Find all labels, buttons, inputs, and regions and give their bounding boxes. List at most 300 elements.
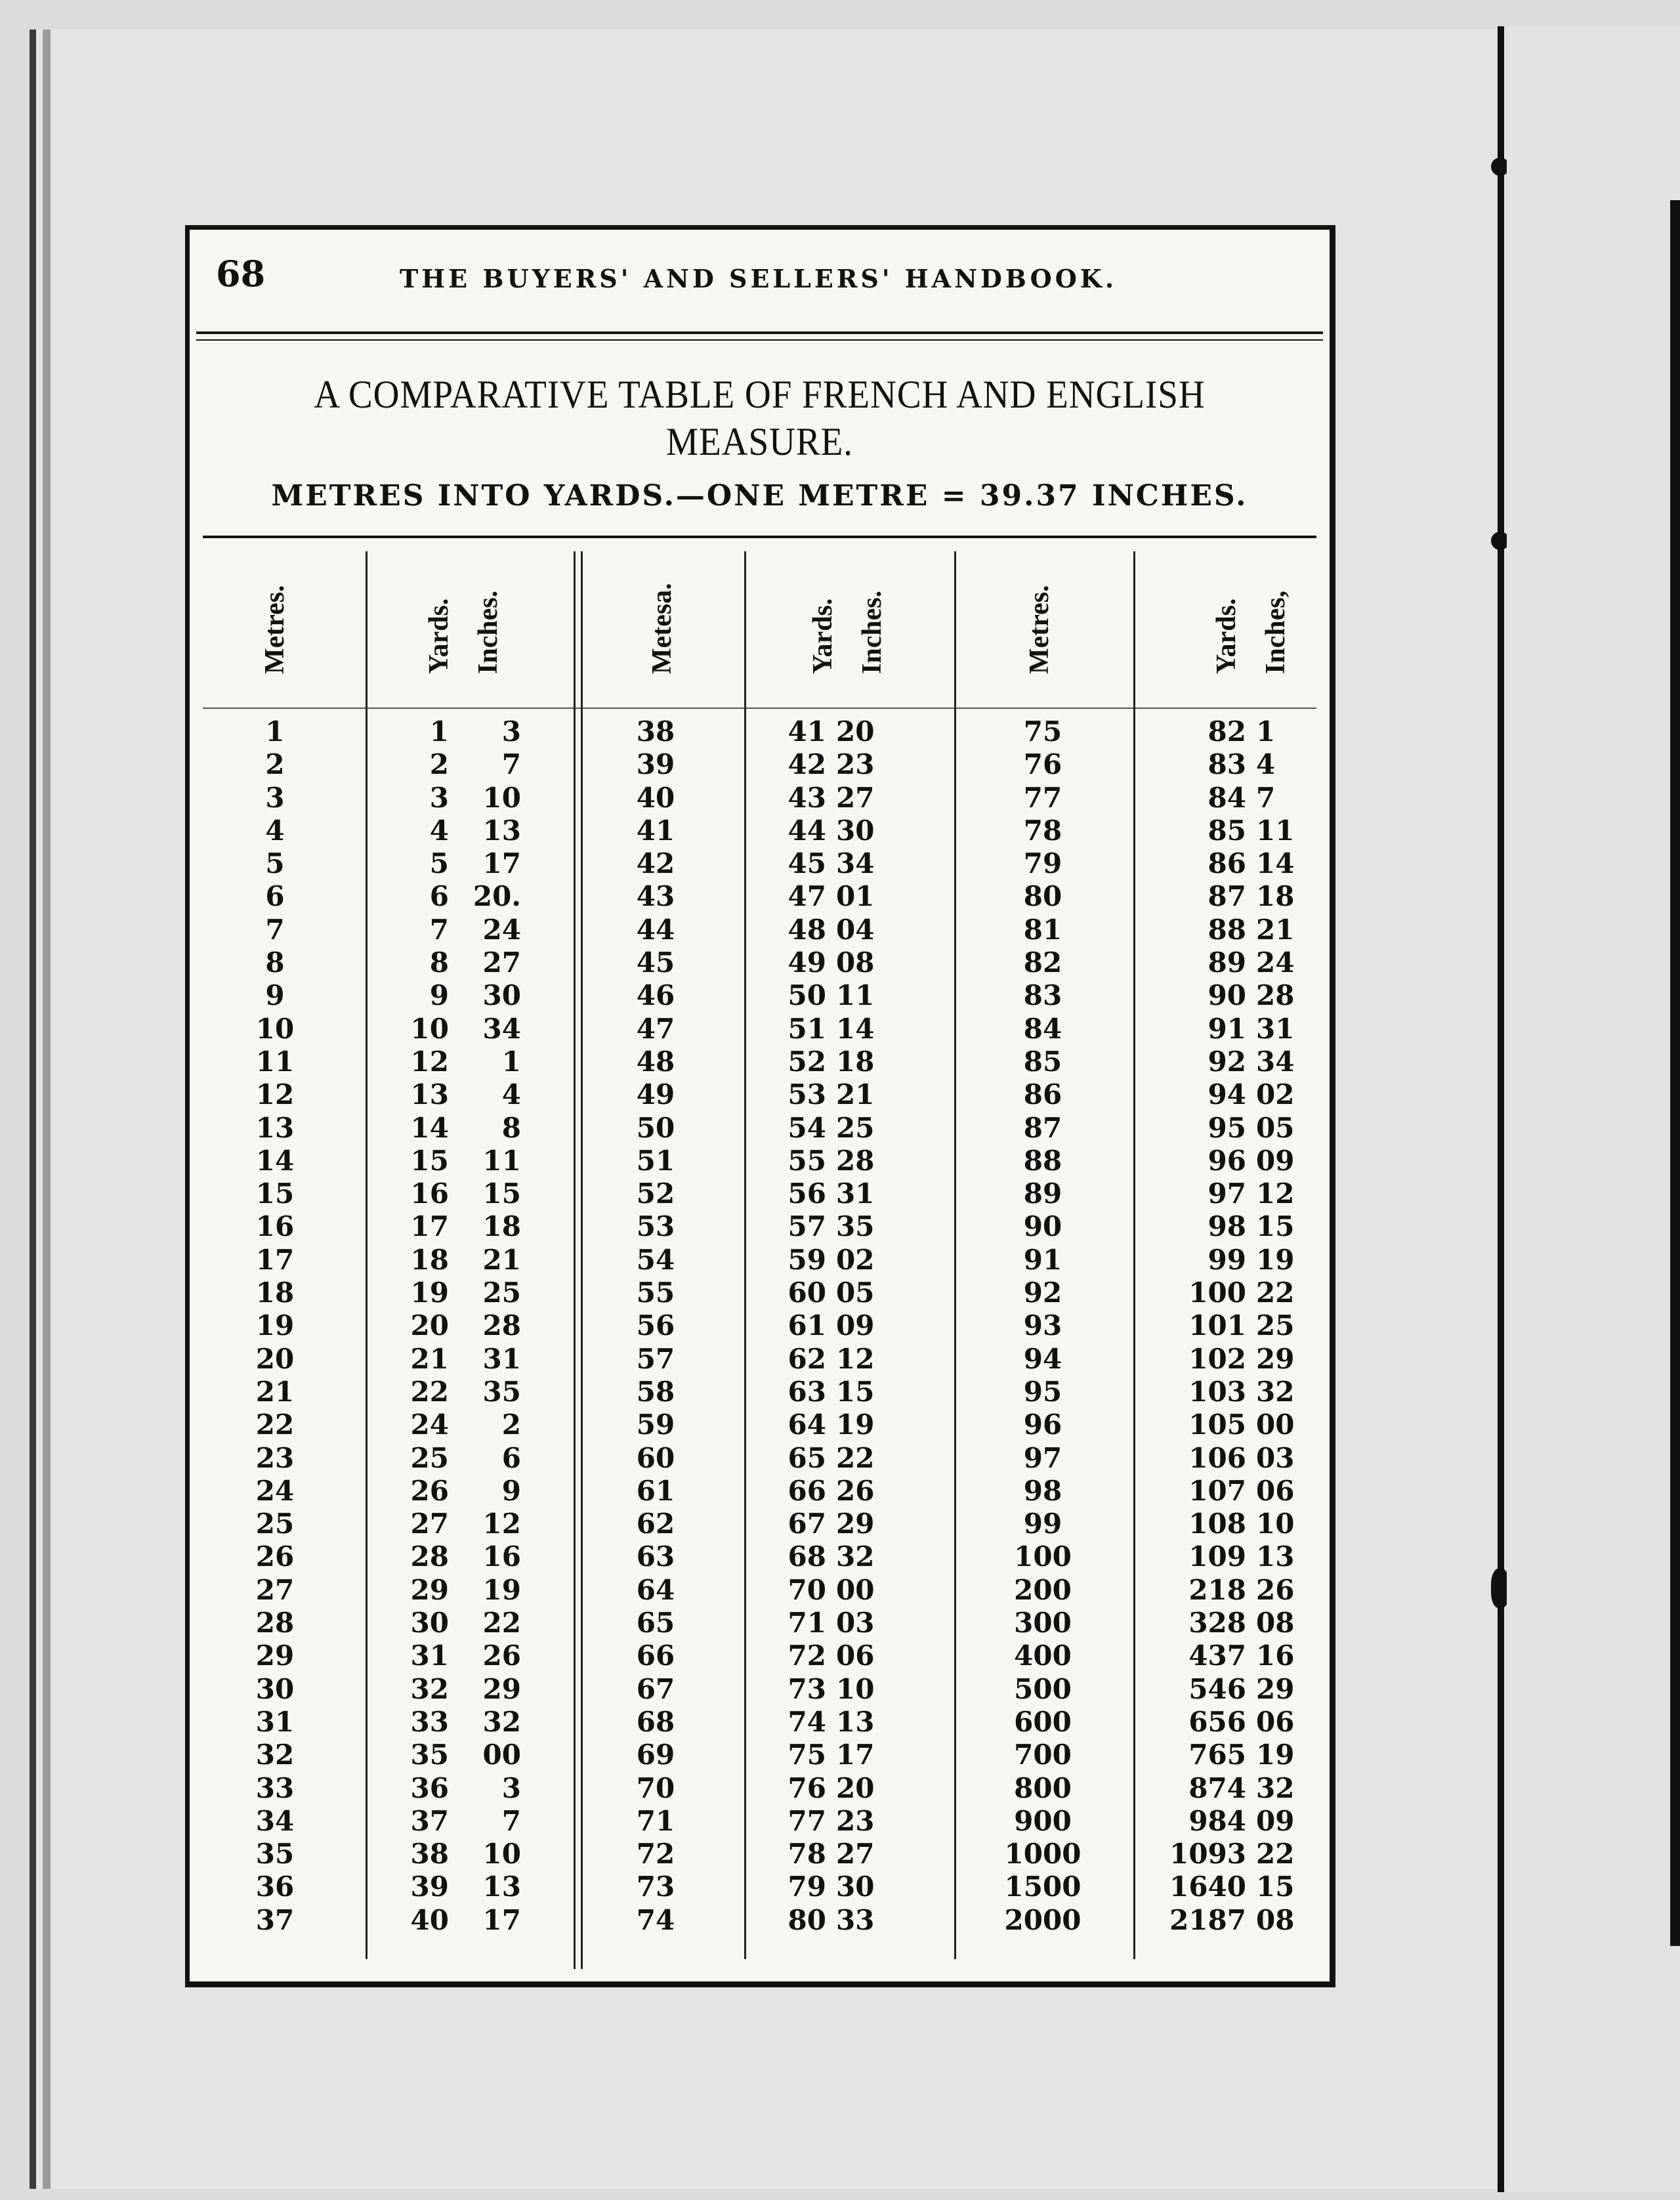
table-cell-yards: 37 xyxy=(410,1804,449,1837)
table-cell-inches: 12 xyxy=(482,1508,521,1540)
table-cell-inches: 19 xyxy=(836,1408,875,1441)
table-cell-inches: 16 xyxy=(482,1540,521,1573)
table-cell-inches: 04 xyxy=(836,913,875,946)
table-cell-yards: 89 xyxy=(1208,946,1246,979)
table-cell-inches: 06 xyxy=(836,1639,875,1672)
table-cell-yards: 35 xyxy=(410,1739,449,1771)
table-cell-metres: 200 xyxy=(1014,1573,1072,1606)
table-cell-metres: 58 xyxy=(636,1375,675,1408)
table-cell-metres: 400 xyxy=(1014,1639,1072,1672)
table-cell-inches: 29 xyxy=(482,1672,521,1705)
table-cell-metres: 86 xyxy=(1023,1078,1062,1111)
table-cell-yards: 99 xyxy=(1208,1243,1246,1276)
table-cell-yards: 33 xyxy=(410,1705,449,1738)
table-cell-metres: 41 xyxy=(636,814,675,847)
table-cell-inches: 27 xyxy=(836,1838,875,1871)
table-cell-metres: 89 xyxy=(1023,1177,1062,1210)
table-cell-yards: 15 xyxy=(410,1144,449,1177)
table-cell-inches: 32 xyxy=(1256,1771,1295,1804)
table-cell-metres: 500 xyxy=(1014,1672,1072,1705)
table-cell-inches: 02 xyxy=(1256,1078,1295,1111)
table-title xyxy=(235,371,1284,465)
table-cell-metres: 57 xyxy=(636,1342,675,1375)
table-cell-inches: 31 xyxy=(836,1177,875,1210)
printed-page xyxy=(185,225,1335,1987)
table-cell-yards: 3 xyxy=(429,781,449,814)
table-cell-yards: 1 xyxy=(429,715,449,748)
table-cell-inches: 30 xyxy=(836,1871,875,1903)
table-cell-yards: 28 xyxy=(410,1540,449,1573)
table-cell-inches: 13 xyxy=(836,1705,875,1738)
table-cell-metres: 36 xyxy=(255,1871,295,1903)
table-cell-yards: 103 xyxy=(1188,1375,1246,1408)
table-cell-metres: 4 xyxy=(265,814,285,847)
table-cell-inches: 11 xyxy=(482,1144,521,1177)
table-cell-metres: 33 xyxy=(255,1771,295,1804)
table-cell-metres: 67 xyxy=(636,1672,675,1705)
table-cell-metres: 2000 xyxy=(1004,1903,1082,1936)
table-cell-metres: 46 xyxy=(636,979,675,1012)
table-cell-yards: 71 xyxy=(788,1607,826,1639)
table-cell-inches: 02 xyxy=(836,1243,875,1276)
table-cell-inches: 23 xyxy=(836,1804,875,1837)
table-cell-metres: 70 xyxy=(636,1771,675,1804)
table-cell-yards: 73 xyxy=(788,1672,826,1705)
table-cell-inches: 13 xyxy=(482,1871,521,1903)
column-divider xyxy=(366,551,368,1959)
col-metres-1 xyxy=(229,715,321,1937)
header-rule xyxy=(196,331,1323,341)
table-cell-metres: 55 xyxy=(636,1277,675,1309)
table-cell-yards: 765 xyxy=(1188,1739,1246,1771)
table-cell-metres: 43 xyxy=(636,880,675,913)
table-cell-metres: 44 xyxy=(636,913,675,946)
table-cell-metres: 1500 xyxy=(1004,1871,1082,1903)
table-cell-yards: 22 xyxy=(410,1375,449,1408)
table-cell-metres: 88 xyxy=(1023,1144,1062,1177)
table-cell-yards: 16 xyxy=(410,1177,449,1210)
table-cell-yards: 2 xyxy=(429,748,449,781)
table-cell-yards: 56 xyxy=(788,1177,826,1210)
table-cell-yards: 91 xyxy=(1208,1012,1246,1045)
table-cell-yards: 14 xyxy=(410,1111,449,1144)
table-cell-metres: 60 xyxy=(636,1441,675,1474)
right-book-page xyxy=(1507,26,1680,2192)
table-cell-inches: 7 xyxy=(501,1804,521,1837)
table-cell-metres: 77 xyxy=(1023,781,1062,814)
table-cell-metres: 14 xyxy=(255,1144,295,1177)
table-cell-inches: 17 xyxy=(836,1739,875,1771)
table-cell-yards: 86 xyxy=(1208,847,1246,880)
table-cell-inches: 1 xyxy=(501,1045,521,1078)
table-cell-inches: 19 xyxy=(482,1573,521,1606)
table-cell-metres: 85 xyxy=(1023,1045,1062,1078)
table-cell-yards: 21 xyxy=(410,1342,449,1375)
table-cell-inches: 29 xyxy=(1256,1672,1295,1705)
table-cell-inches: 27 xyxy=(482,946,521,979)
table-cell-yards: 2187 xyxy=(1169,1903,1246,1936)
table-cell-metres: 91 xyxy=(1023,1243,1062,1276)
table-cell-inches: 22 xyxy=(1256,1838,1295,1871)
table-cell-inches: 34 xyxy=(1256,1045,1295,1078)
table-cell-inches: 35 xyxy=(836,1210,875,1243)
table-cell-metres: 10 xyxy=(255,1012,295,1045)
table-cell-inches: 30 xyxy=(482,979,521,1012)
table-cell-metres: 65 xyxy=(636,1607,675,1639)
table-cell-yards: 7 xyxy=(429,913,449,946)
table-cell-inches: 13 xyxy=(1256,1540,1295,1573)
table-cell-yards: 656 xyxy=(1188,1705,1246,1738)
table-cell-yards: 5 xyxy=(429,847,449,880)
table-cell-yards: 41 xyxy=(788,715,826,748)
table-cell-yards: 25 xyxy=(410,1441,449,1474)
table-cell-metres: 17 xyxy=(255,1243,295,1276)
table-cell-yards: 61 xyxy=(788,1309,826,1342)
table-cell-yards: 83 xyxy=(1208,748,1246,781)
table-cell-metres: 13 xyxy=(255,1111,295,1144)
table-cell-inches: 19 xyxy=(1256,1739,1295,1771)
table-cell-yards: 57 xyxy=(788,1210,826,1243)
table-cell-metres: 51 xyxy=(636,1144,675,1177)
table-cell-metres: 27 xyxy=(255,1573,295,1606)
table-cell-yards: 52 xyxy=(788,1045,826,1078)
table-cell-inches: 4 xyxy=(1256,748,1276,781)
table-cell-metres: 35 xyxy=(255,1838,295,1871)
table-cell-inches: 32 xyxy=(836,1540,875,1573)
table-cell-metres: 90 xyxy=(1023,1210,1062,1243)
table-cell-metres: 18 xyxy=(255,1277,295,1309)
table-cell-metres: 40 xyxy=(636,781,675,814)
table-cell-yards: 29 xyxy=(410,1573,449,1606)
table-cell-yards: 94 xyxy=(1208,1078,1246,1111)
table-cell-inches: 31 xyxy=(482,1342,521,1375)
table-cell-metres: 3 xyxy=(265,781,285,814)
table-cell-inches: 25 xyxy=(836,1111,875,1144)
table-cell-metres: 50 xyxy=(636,1111,675,1144)
table-cell-inches: 11 xyxy=(1256,814,1295,847)
table-cell-inches: 33 xyxy=(836,1903,875,1936)
table-cell-yards: 20 xyxy=(410,1309,449,1342)
header-inches-3: Inches, xyxy=(1261,590,1291,674)
table-cell-yards: 984 xyxy=(1188,1804,1246,1837)
table-cell-inches: 2 xyxy=(501,1408,521,1441)
table-cell-inches: 3 xyxy=(501,1771,521,1804)
table-cell-yards: 49 xyxy=(788,946,826,979)
table-cell-inches: 19 xyxy=(1256,1243,1295,1276)
table-cell-metres: 11 xyxy=(255,1045,295,1078)
table-cell-inches: 29 xyxy=(836,1508,875,1540)
table-cell-inches: 26 xyxy=(836,1474,875,1507)
table-cell-metres: 6 xyxy=(265,880,285,913)
group-divider xyxy=(954,551,956,1959)
col-yards-2 xyxy=(764,715,826,1937)
table-cell-metres: 2 xyxy=(265,748,285,781)
table-cell-inches: 10 xyxy=(482,781,521,814)
table-cell-metres: 94 xyxy=(1023,1342,1062,1375)
table-cell-inches: 20 xyxy=(836,715,875,748)
table-cell-metres: 34 xyxy=(255,1804,295,1837)
table-cell-metres: 72 xyxy=(636,1838,675,1871)
table-top-rule xyxy=(203,536,1316,538)
col-yards-3 xyxy=(1167,715,1246,1937)
table-cell-inches: 18 xyxy=(1256,880,1295,913)
table-cell-inches: 29 xyxy=(1256,1342,1295,1375)
table-cell-yards: 100 xyxy=(1188,1277,1246,1309)
page-number: 68 xyxy=(216,253,266,295)
table-cell-yards: 17 xyxy=(410,1210,449,1243)
table-cell-metres: 25 xyxy=(255,1508,295,1540)
table-title-line1: A COMPARATIVE TABLE OF FRENCH AND ENGLISH xyxy=(314,373,1206,416)
table-cell-yards: 82 xyxy=(1208,715,1246,748)
table-cell-yards: 51 xyxy=(788,1012,826,1045)
table-cell-yards: 8 xyxy=(429,946,449,979)
table-cell-metres: 300 xyxy=(1014,1607,1072,1639)
running-title: THE BUYERS' AND SELLERS' HANDBOOK. xyxy=(400,264,1118,293)
table-cell-inches: 09 xyxy=(836,1309,875,1342)
table-cell-inches: 22 xyxy=(836,1441,875,1474)
table-cell-metres: 37 xyxy=(255,1903,295,1936)
table-cell-inches: 25 xyxy=(1256,1309,1295,1342)
table-cell-metres: 32 xyxy=(255,1739,295,1771)
table-cell-metres: 26 xyxy=(255,1540,295,1573)
table-cell-yards: 75 xyxy=(788,1739,826,1771)
table-cell-yards: 92 xyxy=(1208,1045,1246,1078)
table-cell-metres: 95 xyxy=(1023,1375,1062,1408)
table-cell-inches: 20 xyxy=(836,1771,875,1804)
table-cell-inches: 00 xyxy=(482,1739,521,1771)
table-cell-inches: 14 xyxy=(836,1012,875,1045)
table-cell-inches: 00 xyxy=(836,1573,875,1606)
table-cell-yards: 6 xyxy=(429,880,449,913)
table-title-line2: MEASURE. xyxy=(666,420,853,463)
table-cell-metres: 52 xyxy=(636,1177,675,1210)
header-inches-1: Inches. xyxy=(473,590,503,674)
table-cell-metres: 92 xyxy=(1023,1277,1062,1309)
table-cell-metres: 12 xyxy=(255,1078,295,1111)
table-cell-inches: 22 xyxy=(1256,1277,1295,1309)
table-cell-metres: 71 xyxy=(636,1804,675,1837)
table-cell-inches: 24 xyxy=(482,913,521,946)
table-subtitle: METRES INTO YARDS.—ONE METRE = 39.37 INCHES. xyxy=(271,479,1248,513)
table-cell-metres: 19 xyxy=(255,1309,295,1342)
table-cell-metres: 56 xyxy=(636,1309,675,1342)
table-cell-inches: 28 xyxy=(836,1144,875,1177)
table-cell-yards: 218 xyxy=(1188,1573,1246,1606)
table-cell-inches: 3 xyxy=(501,715,521,748)
table-cell-inches: 17 xyxy=(482,847,521,880)
col-inches-2 xyxy=(836,715,908,1937)
table-cell-metres: 75 xyxy=(1023,715,1062,748)
table-cell-yards: 87 xyxy=(1208,880,1246,913)
right-page-edge xyxy=(1670,200,1680,1946)
col-inches-3 xyxy=(1256,715,1315,1937)
table-cell-yards: 76 xyxy=(788,1771,826,1804)
column-divider xyxy=(1133,551,1135,1959)
table-cell-yards: 18 xyxy=(410,1243,449,1276)
table-cell-yards: 77 xyxy=(788,1804,826,1837)
table-cell-metres: 31 xyxy=(255,1705,295,1738)
table-cell-yards: 1640 xyxy=(1169,1871,1246,1903)
table-cell-metres: 63 xyxy=(636,1540,675,1573)
header-yards-3: Yards. xyxy=(1211,598,1242,674)
table-cell-yards: 70 xyxy=(788,1573,826,1606)
table-cell-metres: 100 xyxy=(1014,1540,1072,1573)
table-cell-inches: 7 xyxy=(501,748,521,781)
table-cell-yards: 36 xyxy=(410,1771,449,1804)
table-cell-inches: 09 xyxy=(1256,1144,1295,1177)
table-cell-inches: 21 xyxy=(836,1078,875,1111)
header-yards-2: Yards. xyxy=(808,598,838,674)
table-cell-metres: 79 xyxy=(1023,847,1062,880)
table-cell-yards: 67 xyxy=(788,1508,826,1540)
table-cell-yards: 66 xyxy=(788,1474,826,1507)
table-cell-yards: 43 xyxy=(788,781,826,814)
table-cell-yards: 64 xyxy=(788,1408,826,1441)
table-cell-inches: 12 xyxy=(1256,1177,1295,1210)
table-cell-metres: 61 xyxy=(636,1474,675,1507)
table-cell-inches: 25 xyxy=(482,1277,521,1309)
table-cell-inches: 27 xyxy=(836,781,875,814)
group-divider xyxy=(574,551,583,1969)
table-cell-yards: 31 xyxy=(410,1639,449,1672)
table-cell-inches: 26 xyxy=(482,1639,521,1672)
table-cell-metres: 16 xyxy=(255,1210,295,1243)
table-cell-metres: 20 xyxy=(255,1342,295,1375)
table-cell-yards: 97 xyxy=(1208,1177,1246,1210)
table-cell-yards: 84 xyxy=(1208,781,1246,814)
table-cell-metres: 54 xyxy=(636,1243,675,1276)
table-cell-inches: 06 xyxy=(1256,1474,1295,1507)
header-yards-1: Yards. xyxy=(424,598,454,674)
table-cell-yards: 40 xyxy=(410,1903,449,1936)
table-cell-metres: 49 xyxy=(636,1078,675,1111)
table-cell-inches: 21 xyxy=(1256,913,1295,946)
table-cell-yards: 437 xyxy=(1188,1639,1246,1672)
table-cell-metres: 8 xyxy=(265,946,285,979)
table-cell-yards: 68 xyxy=(788,1540,826,1573)
table-cell-inches: 10 xyxy=(482,1838,521,1871)
table-cell-yards: 9 xyxy=(429,979,449,1012)
table-cell-metres: 47 xyxy=(636,1012,675,1045)
table-cell-inches: 15 xyxy=(1256,1210,1295,1243)
table-cell-inches: 32 xyxy=(482,1705,521,1738)
table-cell-inches: 08 xyxy=(1256,1903,1295,1936)
table-cell-inches: 21 xyxy=(482,1243,521,1276)
table-cell-yards: 38 xyxy=(410,1838,449,1871)
table-cell-yards: 107 xyxy=(1188,1474,1246,1507)
table-cell-metres: 93 xyxy=(1023,1309,1062,1342)
table-cell-yards: 30 xyxy=(410,1607,449,1639)
table-cell-metres: 78 xyxy=(1023,814,1062,847)
table-cell-inches: 35 xyxy=(482,1375,521,1408)
table-cell-metres: 45 xyxy=(636,946,675,979)
table-cell-inches: 18 xyxy=(836,1045,875,1078)
table-cell-metres: 84 xyxy=(1023,1012,1062,1045)
table-cell-inches: 00 xyxy=(1256,1408,1295,1441)
table-cell-inches: 14 xyxy=(1256,847,1295,880)
table-cell-yards: 101 xyxy=(1188,1309,1246,1342)
table-cell-metres: 1000 xyxy=(1004,1838,1082,1871)
table-cell-metres: 97 xyxy=(1023,1441,1062,1474)
table-cell-inches: 10 xyxy=(836,1672,875,1705)
table-cell-yards: 44 xyxy=(788,814,826,847)
table-cell-yards: 45 xyxy=(788,847,826,880)
table-cell-yards: 59 xyxy=(788,1243,826,1276)
table-cell-inches: 11 xyxy=(836,979,875,1012)
table-cell-metres: 82 xyxy=(1023,946,1062,979)
table-cell-inches: 30 xyxy=(836,814,875,847)
table-cell-yards: 105 xyxy=(1188,1408,1246,1441)
table-cell-inches: 05 xyxy=(1256,1111,1295,1144)
col-metres-3 xyxy=(987,715,1099,1937)
table-cell-metres: 15 xyxy=(255,1177,295,1210)
table-cell-metres: 21 xyxy=(255,1375,295,1408)
table-cell-inches: 15 xyxy=(1256,1871,1295,1903)
table-cell-yards: 106 xyxy=(1188,1441,1246,1474)
table-cell-yards: 32 xyxy=(410,1672,449,1705)
table-cell-inches: 7 xyxy=(1256,781,1276,814)
table-cell-metres: 83 xyxy=(1023,979,1062,1012)
table-cell-metres: 68 xyxy=(636,1705,675,1738)
col-inches-1 xyxy=(452,715,521,1937)
table-cell-inches: 17 xyxy=(482,1903,521,1936)
table-cell-yards: 50 xyxy=(788,979,826,1012)
table-cell-metres: 98 xyxy=(1023,1474,1062,1507)
table-cell-inches: 06 xyxy=(1256,1705,1295,1738)
header-inches-2: Inches. xyxy=(857,590,887,674)
table-cell-yards: 26 xyxy=(410,1474,449,1507)
table-cell-inches: 8 xyxy=(501,1111,521,1144)
table-cell-yards: 4 xyxy=(429,814,449,847)
col-metres-2 xyxy=(610,715,702,1937)
table-cell-yards: 85 xyxy=(1208,814,1246,847)
table-cell-inches: 16 xyxy=(1256,1639,1295,1672)
table-cell-yards: 24 xyxy=(410,1408,449,1441)
table-cell-inches: 03 xyxy=(1256,1441,1295,1474)
table-cell-inches: 20. xyxy=(472,880,521,913)
table-cell-yards: 62 xyxy=(788,1342,826,1375)
table-cell-inches: 26 xyxy=(1256,1573,1295,1606)
table-cell-yards: 12 xyxy=(410,1045,449,1078)
table-cell-metres: 700 xyxy=(1014,1739,1072,1771)
table-cell-yards: 63 xyxy=(788,1375,826,1408)
table-cell-yards: 328 xyxy=(1188,1607,1246,1639)
table-cell-metres: 7 xyxy=(265,913,285,946)
table-cell-metres: 29 xyxy=(255,1639,295,1672)
table-cell-yards: 88 xyxy=(1208,913,1246,946)
table-cell-metres: 39 xyxy=(636,748,675,781)
table-cell-inches: 10 xyxy=(1256,1508,1295,1540)
table-cell-yards: 47 xyxy=(788,880,826,913)
table-cell-metres: 9 xyxy=(265,979,285,1012)
table-cell-inches: 32 xyxy=(1256,1375,1295,1408)
table-cell-yards: 48 xyxy=(788,913,826,946)
table-cell-metres: 73 xyxy=(636,1871,675,1903)
table-cell-metres: 69 xyxy=(636,1739,675,1771)
table-cell-inches: 18 xyxy=(482,1210,521,1243)
table-cell-inches: 23 xyxy=(836,748,875,781)
table-cell-inches: 28 xyxy=(1256,979,1295,1012)
table-cell-yards: 79 xyxy=(788,1871,826,1903)
header-metres-3: Metres. xyxy=(1024,585,1055,674)
table-cell-metres: 99 xyxy=(1023,1508,1062,1540)
header-metres-1: Metres. xyxy=(260,585,290,674)
table-cell-yards: 95 xyxy=(1208,1111,1246,1144)
table-cell-yards: 109 xyxy=(1188,1540,1246,1573)
book-gutter xyxy=(1498,26,1504,2192)
table-cell-inches: 09 xyxy=(1256,1804,1295,1837)
table-cell-yards: 102 xyxy=(1188,1342,1246,1375)
